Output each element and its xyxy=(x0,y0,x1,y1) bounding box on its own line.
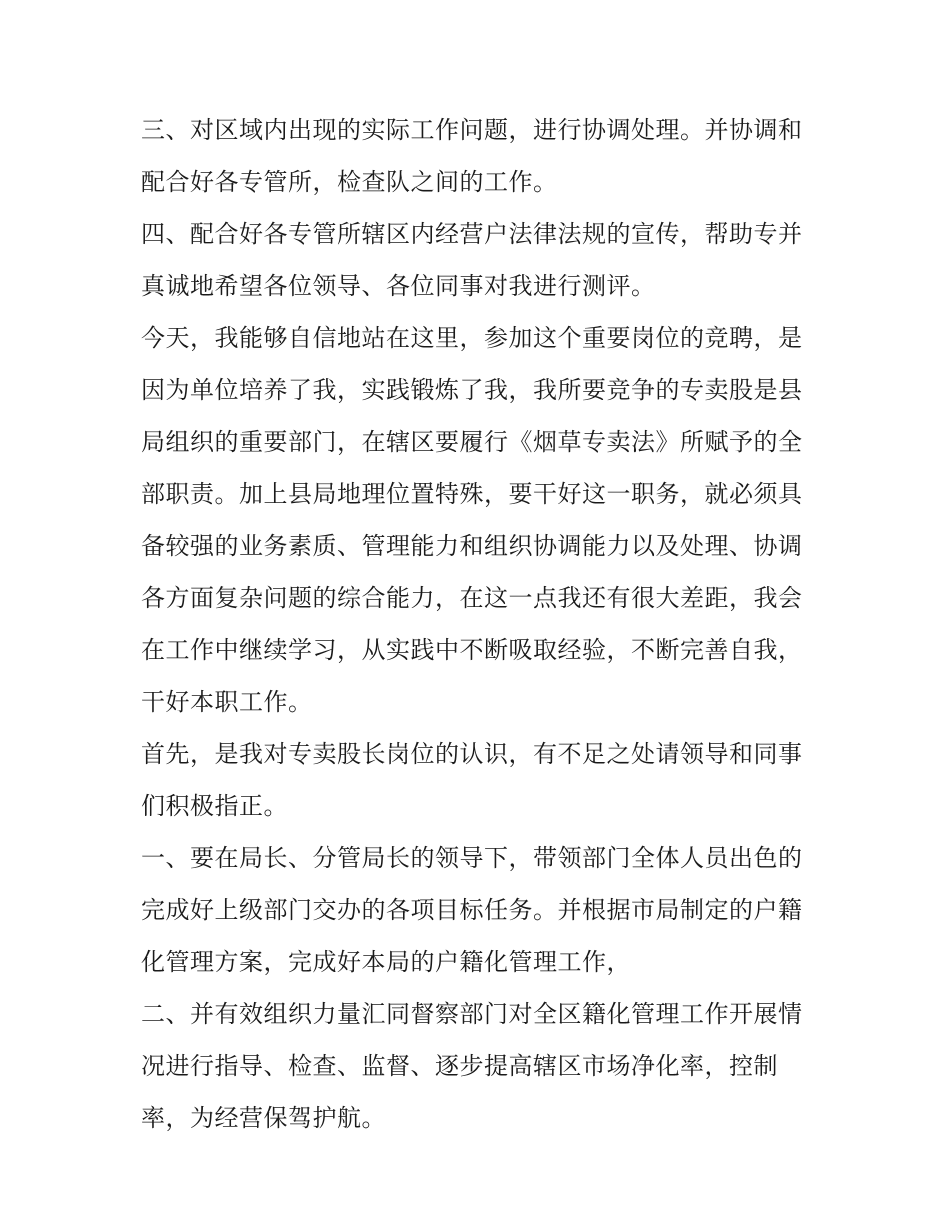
text-line: 二、并有效组织力量汇同督察部门对全区籍化管理工作开展情 xyxy=(141,1000,803,1028)
text-line: 们积极指正。 xyxy=(141,792,288,820)
text-line: 率，为经营保驾护航。 xyxy=(141,1104,386,1132)
text-line: 今天，我能够自信地站在这里，参加这个重要岗位的竞聘，是 xyxy=(141,324,803,352)
text-line: 配合好各专管所，检查队之间的工作。 xyxy=(141,168,558,196)
text-line: 干好本职工作。 xyxy=(141,688,313,716)
text-line: 四、配合好各专管所辖区内经营户法律法规的宣传，帮助专并 xyxy=(141,220,803,248)
text-line: 三、对区域内出现的实际工作问题，进行协调处理。并协调和 xyxy=(141,116,803,144)
text-line: 各方面复杂问题的综合能力，在这一点我还有很大差距，我会 xyxy=(141,584,803,612)
document-body xyxy=(141,104,831,1144)
text-line: 一、要在局长、分管局长的领导下，带领部门全体人员出色的 xyxy=(141,844,803,872)
text-line: 化管理方案，完成好本局的户籍化管理工作， xyxy=(141,948,631,976)
text-line: 真诚地希望各位领导、各位同事对我进行测评。 xyxy=(141,272,656,300)
text-line: 部职责。加上县局地理位置特殊，要干好这一职务，就必须具 xyxy=(141,480,803,508)
text-line: 备较强的业务素质、管理能力和组织协调能力以及处理、协调 xyxy=(141,532,803,560)
text-line: 因为单位培养了我，实践锻炼了我，我所要竞争的专卖股是县 xyxy=(141,376,803,404)
text-line: 局组织的重要部门，在辖区要履行《烟草专卖法》所赋予的全 xyxy=(141,428,803,456)
text-line: 在工作中继续学习，从实践中不断吸取经验，不断完善自我， xyxy=(141,636,803,664)
text-line: 况进行指导、检查、监督、逐步提高辖区市场净化率，控制 xyxy=(141,1052,778,1080)
text-line: 完成好上级部门交办的各项目标任务。并根据市局制定的户籍 xyxy=(141,896,803,924)
text-line: 首先，是我对专卖股长岗位的认识，有不足之处请领导和同事 xyxy=(141,740,803,768)
